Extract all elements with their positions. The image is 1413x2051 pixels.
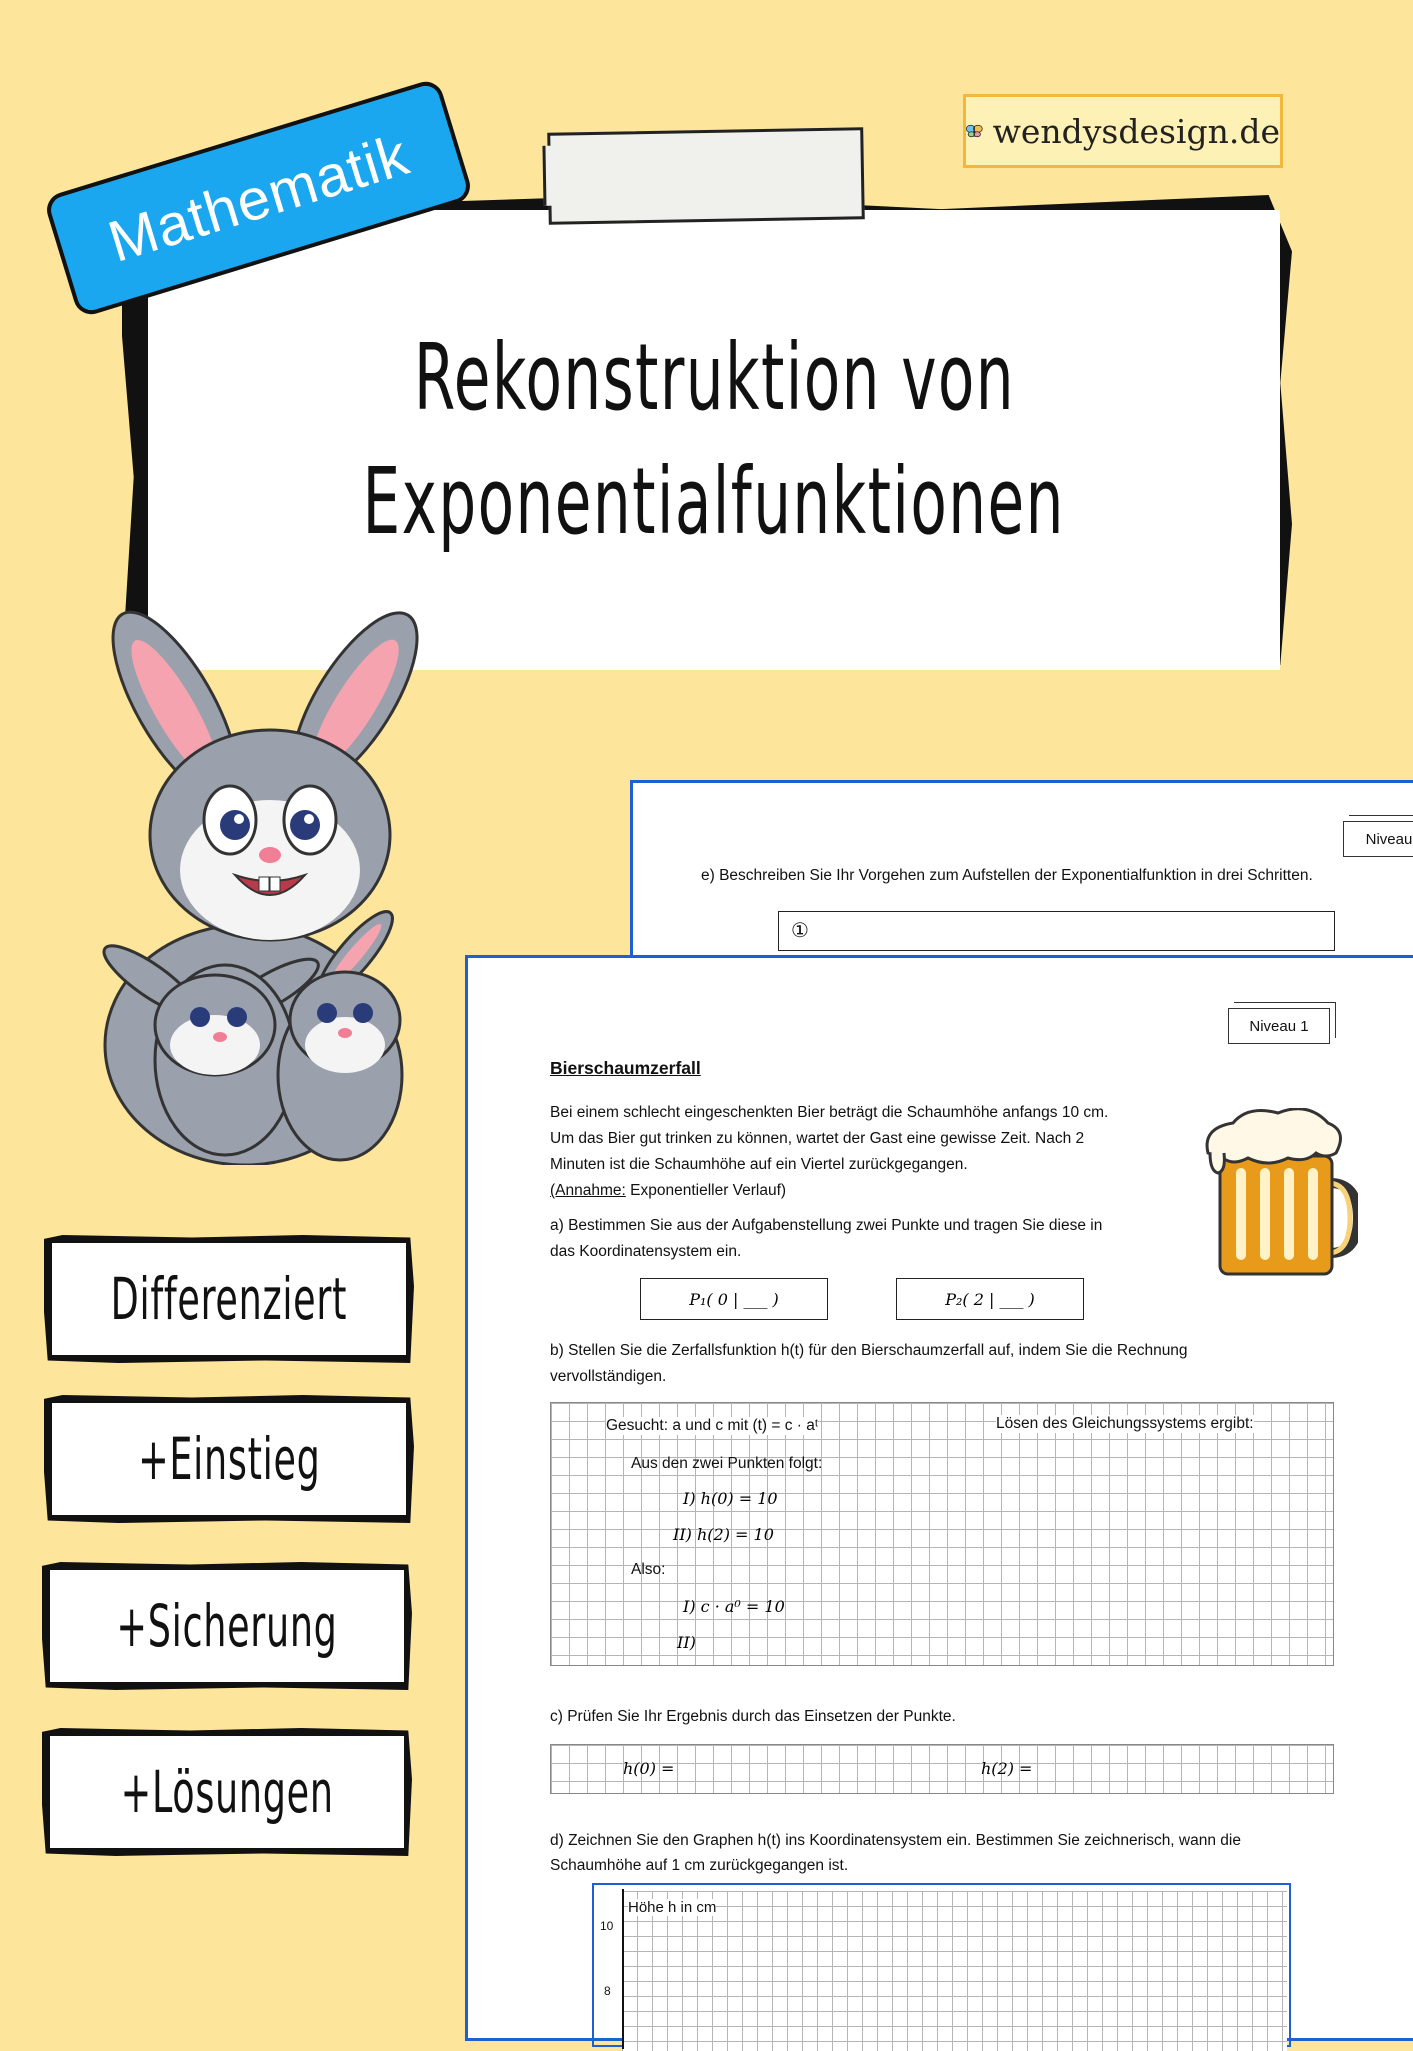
feature-text-1: Differenziert bbox=[110, 1265, 348, 1333]
intro-line-1: Bei einem schlecht eingeschenkten Bier beträgt die Schaumhöhe anfangs 10 cm. bbox=[550, 1104, 1109, 1121]
grid-gesucht: Gesucht: a und c mit (t) = c · aᵗ bbox=[606, 1417, 819, 1434]
tape-strip bbox=[547, 127, 865, 225]
grid-eq-4: II) bbox=[677, 1633, 696, 1652]
check-h2: h(2) = bbox=[981, 1759, 1033, 1778]
calculation-grid[interactable] bbox=[550, 1402, 1334, 1666]
y-axis bbox=[622, 1889, 624, 2049]
worksheet-front bbox=[465, 955, 1413, 2041]
intro-line-2: Um das Bier gut trinken zu können, wartet der Gast eine gewisse Zeit. Nach 2 bbox=[550, 1130, 1085, 1147]
coordinate-grid bbox=[622, 1891, 1287, 2051]
butterfly-icon bbox=[966, 113, 983, 149]
feature-text-3: +Sicherung bbox=[116, 1592, 338, 1660]
y-tick-10: 10 bbox=[600, 1919, 614, 1933]
task-d bbox=[550, 1828, 1241, 1878]
task-a-line-1: a) Bestimmen Sie aus der Aufgabenstellung zwei Punkte und tragen Sie diese in bbox=[550, 1217, 1103, 1234]
task-d-line-2: Schaumhöhe auf 1 cm zurückgegangen ist. bbox=[550, 1857, 849, 1874]
beer-mug-illustration bbox=[1198, 1108, 1358, 1278]
answer-box-e[interactable] bbox=[778, 911, 1335, 951]
grid-also: Also: bbox=[631, 1561, 666, 1578]
circle-number: ① bbox=[791, 920, 809, 942]
title-line-1: Rekonstruktion von bbox=[413, 323, 1015, 431]
title-line-2: Exponentialfunktionen bbox=[362, 448, 1066, 555]
grid-eq-3: I) c · a⁰ = 10 bbox=[683, 1597, 785, 1616]
task-a-line-2: das Koordinatensystem ein. bbox=[550, 1243, 742, 1260]
task-c: c) Prüfen Sie Ihr Ergebnis durch das Einsetzen der Punkte. bbox=[550, 1708, 956, 1725]
intro-text bbox=[550, 1100, 1190, 1204]
feature-text-2: +Einstieg bbox=[137, 1425, 321, 1493]
task-b-line-1: b) Stellen Sie die Zerfallsfunktion h(t) für den Bierschaumzerfall auf, indem Sie die Rechnung bbox=[550, 1342, 1188, 1359]
subject-label: Mathematik bbox=[100, 121, 417, 275]
niveau-label-back: Niveau bbox=[1343, 821, 1413, 857]
check-grid[interactable] bbox=[550, 1744, 1334, 1794]
title-panel bbox=[148, 210, 1280, 670]
point-p1-field[interactable]: P₁( 0 | ___ ) bbox=[640, 1278, 828, 1320]
feature-label-1 bbox=[52, 1243, 406, 1355]
bunny-family-illustration bbox=[55, 605, 445, 1165]
check-h0: h(0) = bbox=[623, 1759, 675, 1778]
grid-aus: Aus den zwei Punkten folgt: bbox=[631, 1455, 823, 1472]
feature-label-3 bbox=[50, 1570, 404, 1682]
logo bbox=[963, 94, 1283, 168]
intro-line-3: Minuten ist die Schaumhöhe auf ein Viertel zurückgegangen. bbox=[550, 1156, 968, 1173]
intro-line-4: (Annahme: Exponentieller Verlauf) bbox=[550, 1182, 787, 1199]
task-b bbox=[550, 1338, 1188, 1390]
niveau-label-front: Niveau 1 bbox=[1228, 1008, 1330, 1044]
task-a bbox=[550, 1213, 1102, 1265]
task-e: e) Beschreiben Sie Ihr Vorgehen zum Aufstellen der Exponentialfunktion in drei Schritten. bbox=[701, 867, 1313, 884]
grid-eq-1: I) h(0) = 10 bbox=[683, 1489, 778, 1508]
feature-text-4: +Lösungen bbox=[120, 1758, 334, 1826]
task-b-line-2: vervollständigen. bbox=[550, 1368, 667, 1385]
task-d-line-1: d) Zeichnen Sie den Graphen h(t) ins Koordinatensystem ein. Bestimmen Sie zeichnerisch, wann die bbox=[550, 1832, 1241, 1849]
grid-eq-2: II) h(2) = 10 bbox=[673, 1525, 774, 1544]
coordinate-system[interactable] bbox=[592, 1883, 1291, 2047]
y-axis-label: Höhe h in cm bbox=[628, 1899, 717, 1916]
y-tick-8: 8 bbox=[604, 1984, 611, 1998]
point-p2-field[interactable]: P₂( 2 | ___ ) bbox=[896, 1278, 1084, 1320]
feature-label-4 bbox=[50, 1736, 404, 1848]
logo-text: wendysdesign.de bbox=[992, 111, 1280, 151]
feature-label-2 bbox=[52, 1403, 406, 1515]
worksheet-heading: Bierschaumzerfall bbox=[550, 1058, 701, 1078]
grid-loesen: Lösen des Gleichungssystems ergibt: bbox=[996, 1415, 1254, 1432]
